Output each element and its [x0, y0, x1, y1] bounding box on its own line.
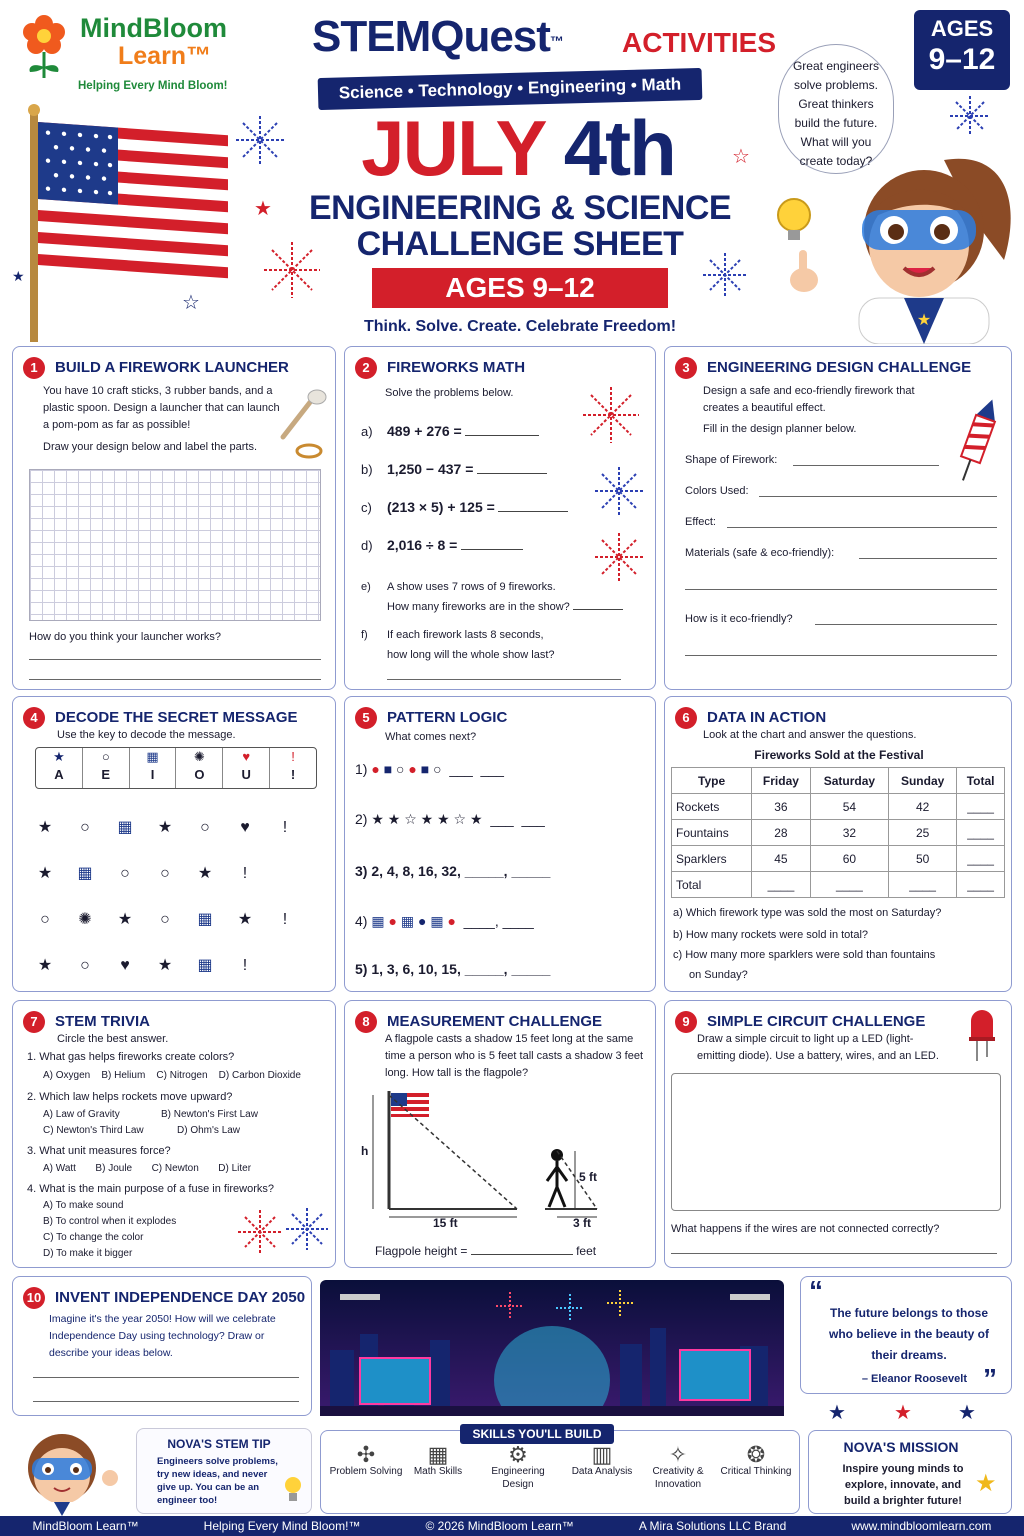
firework-icon [700, 250, 750, 300]
table-row: Rockets 36 54 42 ____ [672, 794, 1005, 820]
math-problem-d: d) 2,016 ÷ 8 = [361, 537, 523, 553]
mission-title: NOVA'S MISSION [843, 1439, 959, 1455]
footer-copyright: © 2026 MindBloom Learn™ [425, 1519, 574, 1533]
label-3ft: 3 ft [573, 1216, 591, 1230]
star-icon: ★ [958, 1402, 976, 1424]
data-question-c: c) How many more sparklers were sold than fountains [673, 949, 936, 961]
trivia-options[interactable]: A) Watt B) Joule C) Newton D) Liter [43, 1163, 252, 1174]
skill-item: ✧ Creativity & Innovation [640, 1448, 716, 1491]
colors-label: Colors Used: [685, 485, 749, 497]
panel-intro: Look at the chart and answer the questions. [703, 729, 917, 741]
quote-text: The future belongs to those who believe in the beauty of their dreams. [828, 1306, 990, 1362]
panel-title: 6 DATA IN ACTION [675, 707, 826, 729]
star-icon: ★ [975, 1470, 997, 1497]
subjects-ribbon: Science • Technology • Engineering • Math [318, 68, 703, 110]
footer-tagline: Helping Every Mind Bloom!™ [203, 1519, 361, 1533]
ages-ribbon: AGES 9–12 [372, 268, 668, 308]
tip-title: NOVA'S STEM TIP [167, 1437, 271, 1451]
answer-line[interactable] [33, 1377, 299, 1378]
panel-title: 2 FIREWORKS MATH [355, 357, 525, 379]
lightbulb-icon [283, 1475, 303, 1505]
firework-icon [591, 463, 647, 519]
panel-intro: What comes next? [385, 731, 477, 743]
panel-intro: Circle the best answer. [57, 1033, 169, 1045]
brand-tagline: Helping Every Mind Bloom! [78, 80, 228, 92]
lightbulb-icon: ✧ [668, 1442, 688, 1467]
mission-text: Inspire young minds to explore, innovate, and build a brighter future! [842, 1463, 964, 1507]
calculator-icon: ▦ [427, 1442, 449, 1467]
label-h: h [361, 1144, 369, 1158]
panel-title: 8 MEASUREMENT CHALLENGE [355, 1011, 602, 1033]
key-cell: ✺ O [176, 748, 223, 788]
quote-box [800, 1276, 1012, 1394]
july-4th-heading: JULY 4th [361, 104, 675, 192]
star-icon: ★ [894, 1402, 912, 1424]
math-problem-b: b) 1,250 − 437 = [361, 461, 547, 477]
future-city-fireworks-illustration [320, 1280, 784, 1416]
brain-icon: ❂ [746, 1442, 766, 1467]
pattern-4: 4) ▦ ● ▦ ● ▦ ● ____, ____ [355, 913, 534, 929]
speech-bubble: Great engineers solve problems. Great thinkers build the future. What will you create today? [778, 44, 894, 174]
firework-icon [579, 383, 643, 447]
data-question-c-cont: on Sunday? [689, 969, 748, 981]
star-outline-icon: ☆ [182, 292, 200, 314]
materials-label: Materials (safe & eco-friendly): [685, 547, 835, 559]
panel-engineering-design [664, 346, 1012, 690]
table-total-row: Total ____ ____ ____ ____ [672, 872, 1005, 898]
footer-website-link[interactable]: www.mindbloomlearn.com [851, 1519, 992, 1533]
footer-parent-brand: A Mira Solutions LLC Brand [638, 1519, 787, 1533]
answer-line[interactable] [33, 1401, 299, 1402]
key-cell: ♥ U [223, 748, 270, 788]
tip-text: Engineers solve problems, try new ideas, and never give up. You can be an engineer too! [157, 1456, 278, 1506]
materials-input-2[interactable] [685, 589, 997, 590]
data-question-a: a) Which firework type was sold the most on Saturday? [673, 907, 942, 919]
panel-title: 4 DECODE THE SECRET MESSAGE [23, 707, 298, 729]
ages-badge: AGES 9–12 [914, 10, 1010, 90]
panel-stem-trivia [12, 1000, 336, 1268]
panel-intro: Design a safe and eco-friendly firework that creates a beautiful effect. [703, 385, 915, 414]
fireworks-sales-table [671, 767, 1005, 898]
panel-intro: Solve the problems below. [385, 387, 514, 399]
skill-item: ▥ Data Analysis [564, 1448, 640, 1478]
pattern-5: 5) 1, 3, 6, 10, 15, _____, _____ [355, 961, 551, 977]
flagpole-answer: Flagpole height = feet [375, 1244, 597, 1258]
key-cell: ▦ I [130, 748, 177, 788]
star-icon: ★ [828, 1402, 846, 1424]
panel-intro: Draw a simple circuit to light up a LED (light-emitting diode). Use a battery, wires, and an LED. [697, 1033, 939, 1062]
page-title: STEMQuest™ [312, 12, 563, 61]
slogan: Think. Solve. Create. Celebrate Freedom! [363, 318, 677, 335]
launcher-question: How do you think your launcher works? [29, 631, 221, 643]
footer [0, 1516, 1024, 1536]
answer-line[interactable] [671, 1253, 997, 1254]
flower-logo-icon [18, 12, 70, 82]
panel-title: 10 INVENT INDEPENDENCE DAY 2050 [23, 1287, 305, 1309]
firework-icon [948, 94, 992, 138]
skill-item: ⚙ Engineering Design [480, 1448, 556, 1491]
rocket-firework-icon [955, 393, 1001, 485]
shape-input[interactable] [793, 465, 939, 466]
data-question-b: b) How many rockets were sold in total? [673, 929, 869, 941]
panel-measurement-challenge [344, 1000, 656, 1268]
shape-label: Shape of Firework: [685, 454, 778, 466]
key-cell: ★ A [36, 748, 83, 788]
quote-author: – Eleanor Roosevelt [861, 1373, 967, 1385]
effect-label: Effect: [685, 516, 716, 528]
answer-line[interactable] [29, 659, 321, 660]
mission-box [808, 1430, 1012, 1514]
drawing-grid[interactable] [29, 469, 321, 621]
trivia-question: 2. Which law helps rockets move upward? [27, 1091, 233, 1103]
puzzle-icon: ✣ [356, 1442, 376, 1467]
star-icon: ★ [254, 198, 272, 220]
pattern-1: 1) ● ■ ○ ● ■ ○ ___ ___ [355, 761, 504, 777]
panel-data-in-action [664, 696, 1012, 992]
answer-line[interactable] [387, 679, 621, 680]
panel-instructions: Draw your design below and label the parts. [43, 441, 258, 453]
skill-item: ❂ Critical Thinking [718, 1448, 794, 1478]
us-flag-icon [14, 104, 244, 344]
brand-name: MindBloom [80, 13, 227, 43]
brand-name-sub: Learn™ [118, 42, 212, 70]
firework-icon [591, 529, 647, 585]
quote-close-icon: ” [983, 1363, 997, 1394]
pattern-2: 2) ★ ★ ☆ ★ ★ ☆ ★ ___ ___ [355, 811, 545, 827]
star-icon: ★ [12, 268, 25, 284]
skill-item: ✣ Problem Solving [329, 1442, 403, 1477]
star-outline-icon: ☆ [732, 146, 750, 168]
flagpole-shadow-diagram [359, 1085, 639, 1231]
panel-intro: You have 10 craft sticks, 3 rubber bands, and a plastic spoon. Design a launcher that can launch a pom-pom as far as possible! [43, 385, 280, 431]
stem-tip-box [136, 1428, 312, 1514]
trivia-question: 3. What unit measures force? [27, 1145, 171, 1157]
math-problem-f: f) If each firework lasts 8 seconds, how long will the whole show last? [361, 629, 555, 661]
key-cell: ! ! [290, 749, 296, 782]
challenge-sheet-heading: ENGINEERING & SCIENCE CHALLENGE SHEET [308, 189, 732, 263]
eco-input-2[interactable] [685, 655, 997, 656]
panel-fireworks-math [344, 346, 656, 690]
cipher-rows: ★ ○ ▦ ★ ○ ♥ ! ★ ▦ ○ ○ ★ ! ○ ✺ ★ ○ ▦ ★ ! ★ ○ ♥ ★ ▦ ! [37, 819, 288, 974]
math-problem-c: c) (213 × 5) + 125 = [361, 499, 568, 515]
colors-input[interactable] [759, 496, 997, 497]
circuit-drawing-box[interactable] [671, 1073, 1001, 1211]
firework-icon [283, 1205, 331, 1253]
bar-chart-icon: ▥ [591, 1442, 613, 1467]
decode-key [35, 747, 317, 789]
trivia-question: 4. What is the main purpose of a fuse in fireworks? [27, 1183, 275, 1195]
svg-text:★: ★ [916, 312, 932, 329]
skill-item: ▦ Math Skills [400, 1448, 476, 1478]
panel-instructions: Fill in the design planner below. [703, 423, 857, 435]
trivia-options[interactable]: A) Oxygen B) Helium C) Nitrogen D) Carbon Dioxide [43, 1070, 301, 1081]
panel-title: 3 ENGINEERING DESIGN CHALLENGE [675, 357, 971, 379]
spoon-and-rubber-band-icon [275, 387, 329, 461]
table-title: Fireworks Sold at the Festival [754, 748, 924, 762]
eco-input[interactable] [815, 624, 997, 625]
quote-open-icon: “ [809, 1276, 823, 1306]
firework-icon [260, 238, 324, 302]
circuit-question: What happens if the wires are not connected correctly? [671, 1223, 940, 1235]
panel-intro: A flagpole casts a shadow 15 feet long at the same time a person who is 5 feet tall casts a shadow 3 feet long. How tall is the flagpole? [385, 1033, 644, 1079]
panel-title: 7 STEM TRIVIA [23, 1011, 150, 1033]
nova-scientist-character-icon [764, 140, 1024, 344]
panel-intro: Imagine it's the year 2050! How will we celebrate Independence Day using technology? Draw or describe your ideas below. [49, 1313, 276, 1359]
panel-decode-message [12, 696, 336, 992]
gear-icon: ⚙ [508, 1442, 528, 1467]
table-row: Fountains 28 32 25 ____ [672, 820, 1005, 846]
panel-title: 5 PATTERN LOGIC [355, 707, 507, 729]
table-row: Sparklers 45 60 50 ____ [672, 846, 1005, 872]
skills-list [320, 1430, 800, 1514]
panel-title: 9 SIMPLE CIRCUIT CHALLENGE [675, 1011, 925, 1033]
math-problem-e: e) A show uses 7 rows of 9 fireworks. How many fireworks are in the show? [361, 577, 623, 617]
math-problem-a: a) 489 + 276 = [361, 423, 539, 439]
key-cell: ○ E [83, 748, 130, 788]
answer-line[interactable] [29, 679, 321, 680]
panel-firework-launcher [12, 346, 336, 690]
trivia-question: 1. What gas helps fireworks create colors? [27, 1051, 235, 1063]
pattern-3: 3) 2, 4, 8, 16, 32, _____, _____ [355, 863, 551, 879]
trivia-options[interactable]: A) To make sound B) To control when it explodes C) To change the color D) To make it bigger [43, 1200, 177, 1259]
firework-icon [235, 1207, 285, 1257]
panel-intro: Use the key to decode the message. [57, 729, 236, 741]
label-15ft: 15 ft [433, 1216, 458, 1230]
panel-title: 1 BUILD A FIREWORK LAUNCHER [23, 357, 289, 379]
effect-input[interactable] [727, 527, 997, 528]
led-icon [967, 1007, 997, 1063]
label-5ft: 5 ft [579, 1170, 597, 1184]
eco-label: How is it eco-friendly? [685, 613, 793, 625]
materials-input[interactable] [859, 558, 997, 559]
footer-brand: MindBloom Learn™ [32, 1519, 139, 1533]
panel-invent-2050 [12, 1276, 312, 1416]
trivia-options[interactable]: A) Law of Gravity B) Newton's First Law C) Newton's Third Law D) Ohm's Law [43, 1109, 258, 1136]
page-title-activities: ACTIVITIES [622, 27, 777, 58]
panel-pattern-logic [344, 696, 656, 992]
panel-simple-circuit [664, 1000, 1012, 1268]
table-header-row: Type Friday Saturday Sunday Total [672, 768, 1005, 794]
nova-character-icon [10, 1424, 140, 1516]
skills-title: SKILLS YOU'LL BUILD [460, 1424, 614, 1444]
firework-icon [232, 112, 288, 168]
